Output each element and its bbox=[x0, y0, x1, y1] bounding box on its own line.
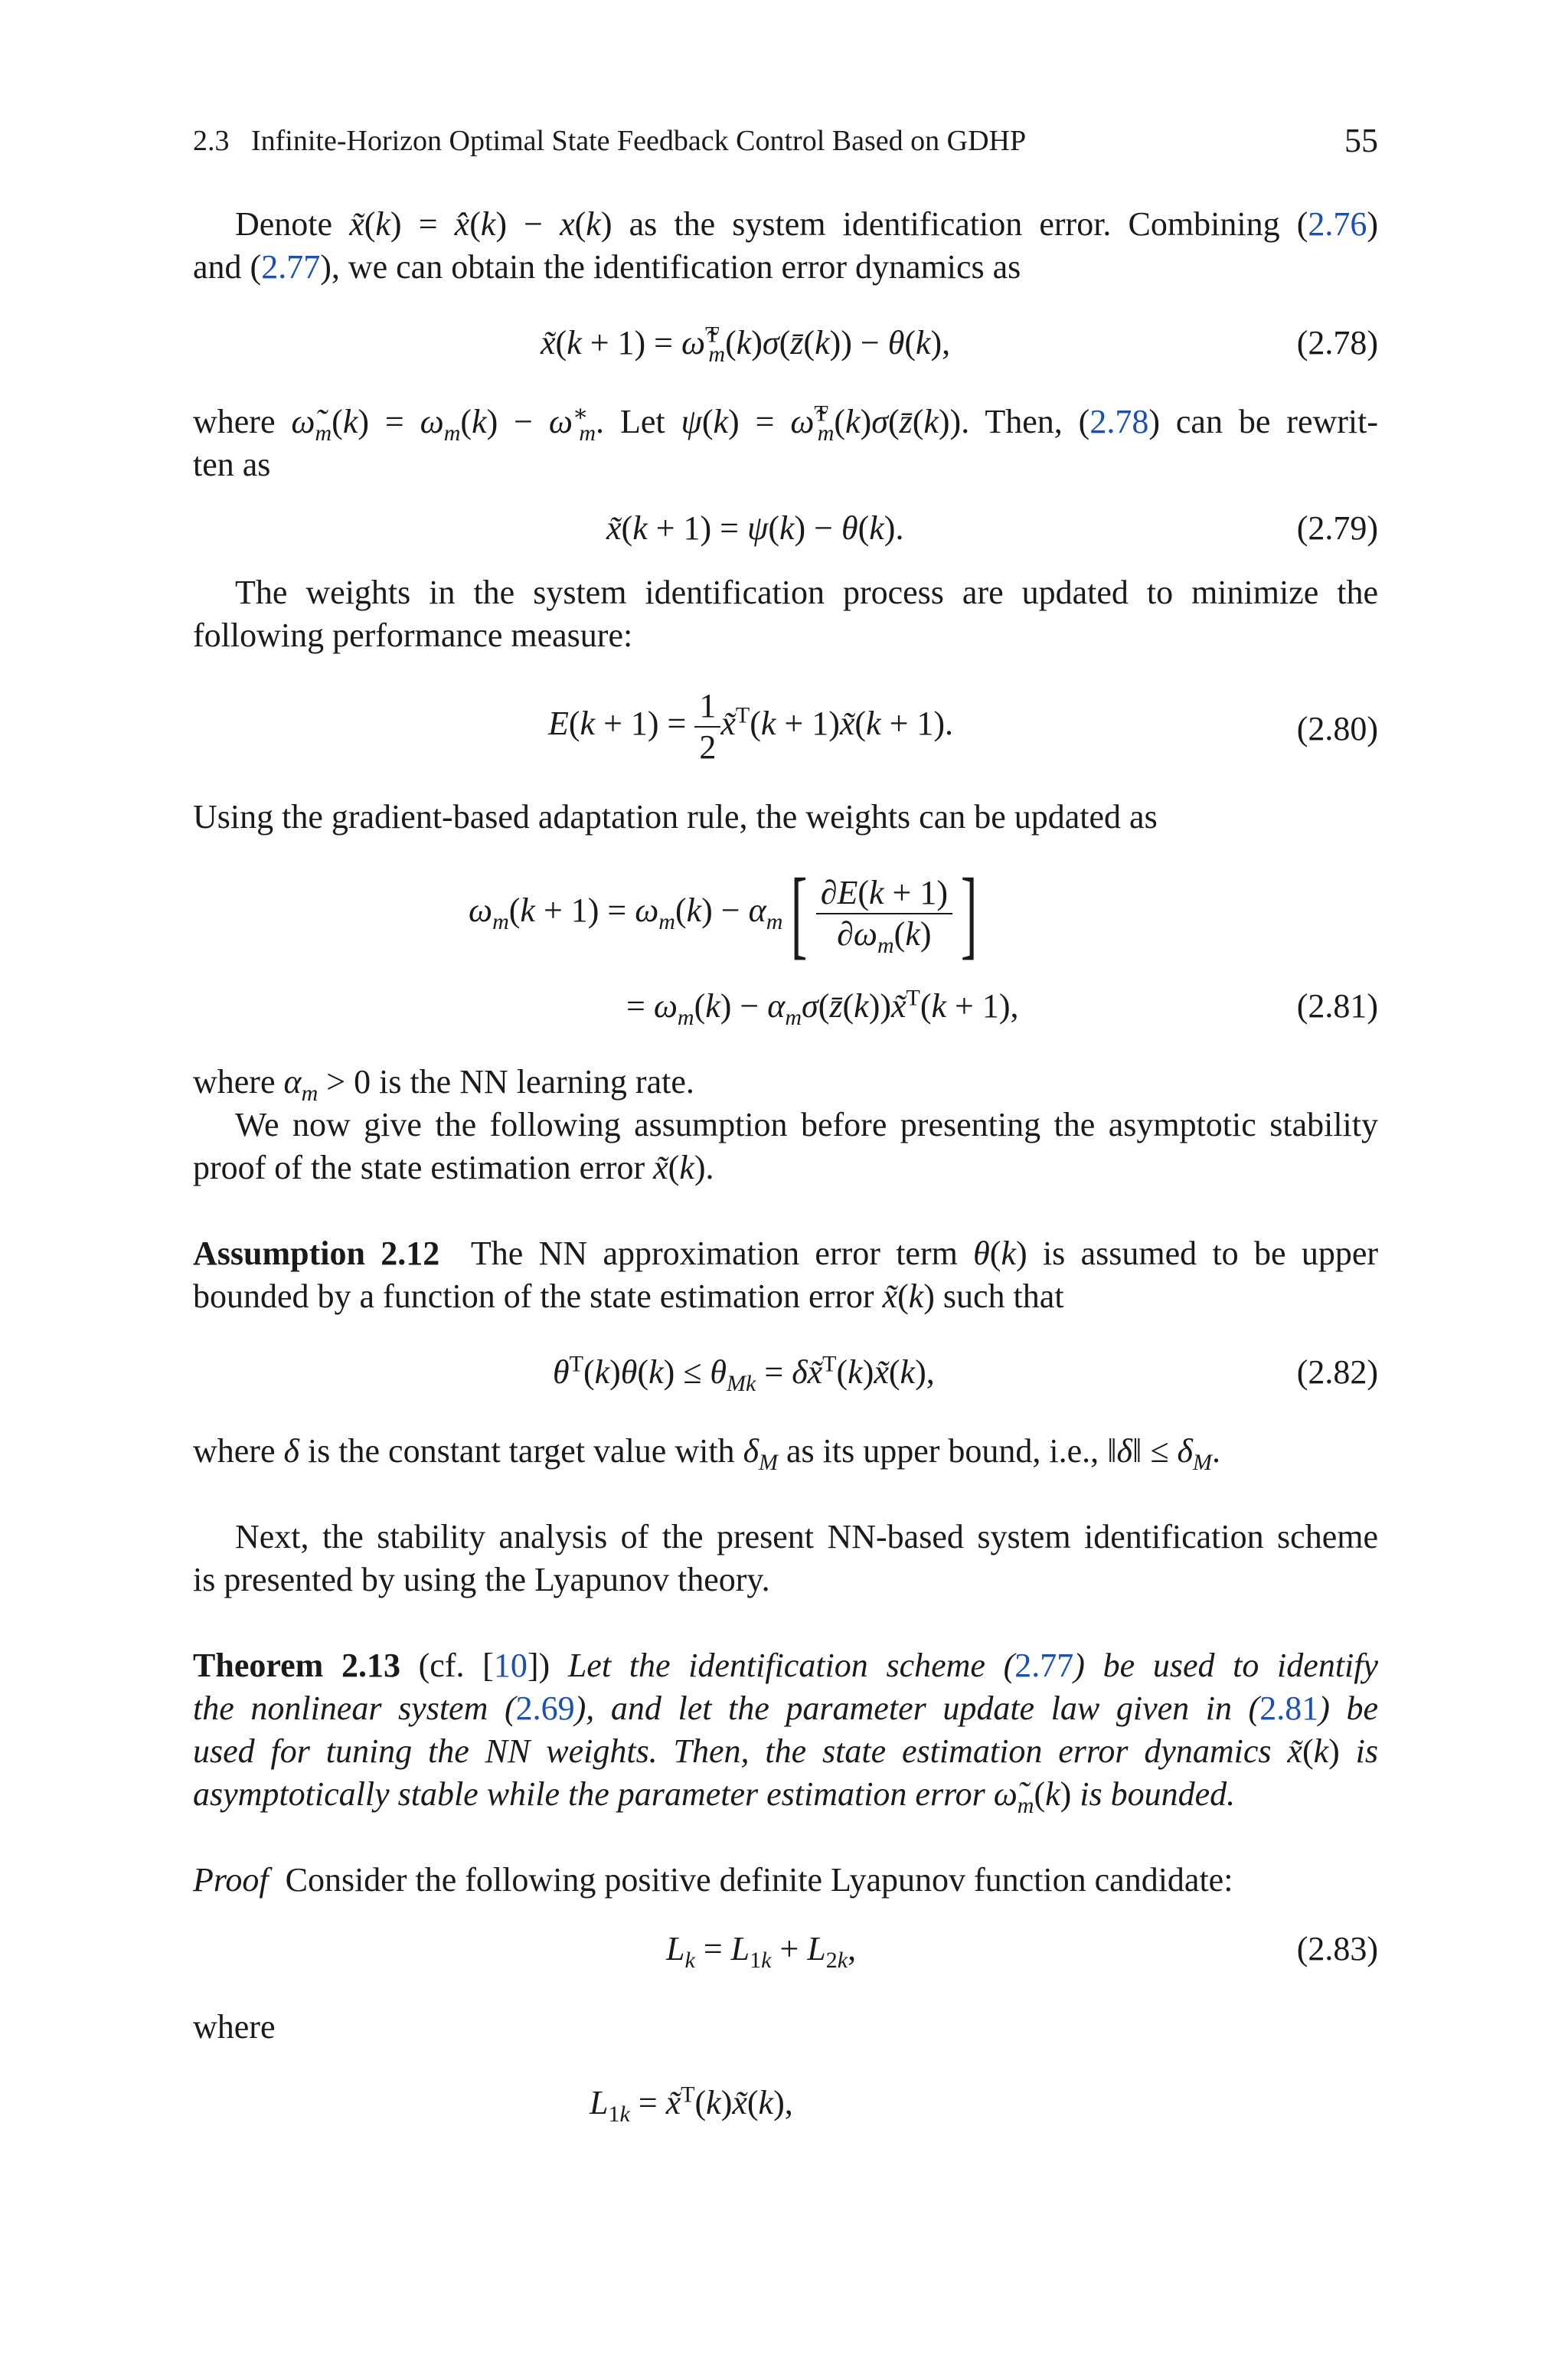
equation-ref-link[interactable]: 2.76 bbox=[1308, 205, 1367, 243]
equation-2-81-line1: $\omega_m(k + 1) = \omega_m(k) - \alpha_m$[ $\frac{\partial E(k + 1)}{\partial\omega_m(k)}$ ] bbox=[469, 859, 978, 969]
text-line: where δ is the constant target value with $\delta_M$ as its upper bound, i.e., ‖δ‖ ≤ $\delta_M$. bbox=[193, 1432, 1220, 1475]
section-title: Infinite-Horizon Optimal State Feedback Control Based on GDHP bbox=[251, 125, 1027, 157]
text-line: proof of the state estimation error x̃(k). bbox=[193, 1149, 714, 1186]
text-line: Next, the stability analysis of the present NN-based system identification scheme bbox=[235, 1518, 1378, 1555]
text-line: Using the gradient-based adaptation rule, the weights can be updated as bbox=[193, 798, 1158, 836]
text-line: where $\alpha_m > 0$ is the NN learning rate. bbox=[193, 1063, 694, 1106]
text-line: where $\omegã_m(k) = \omega_m(k) - \omega^∗_m$. Let ψ(k) = ω̃$^T_m$(k)σ(z̄(k)). Then, (2.78) can be rewrit- bbox=[193, 401, 1379, 446]
text-line: bounded by a function of the state estimation error x̃(k) such that bbox=[193, 1277, 1064, 1315]
equation-ref-link[interactable]: 2.77 bbox=[261, 248, 321, 286]
equation-2-81-line2: = $\omega_m(k)$ − $\alpha_m\sigma(z̄(k))x̃^T(k + 1)$, bbox=[626, 985, 1019, 1030]
equation-ref-link[interactable]: 2.77 bbox=[1014, 1647, 1074, 1684]
equation-number: (2.82) bbox=[1296, 1353, 1378, 1391]
section-number: 2.3 bbox=[193, 125, 230, 157]
text-line: asymptotically stable while the parameter estimation error $\omegã_m(k)$ is bounded. bbox=[193, 1775, 1236, 1818]
proof-label: Proof bbox=[193, 1861, 269, 1899]
text-line: where bbox=[193, 2008, 276, 2046]
equation-2-78: x̃(k + 1) = ω̃$^T_m$(k)σ(z̄(k)) − θ(k), bbox=[541, 322, 951, 367]
equation-number: (2.79) bbox=[1296, 509, 1378, 547]
running-header bbox=[193, 119, 1378, 162]
theorem-block: Theorem 2.13 (cf. [10]) Let the identification scheme (2.77) be used to identify bbox=[193, 1647, 1379, 1684]
equation-number: (2.81) bbox=[1296, 987, 1378, 1025]
proof-line: Proof Consider the following positive definite Lyapunov function candidate: bbox=[193, 1861, 1233, 1899]
equation-number: (2.80) bbox=[1296, 710, 1378, 747]
text-line: used for tuning the NN weights. Then, the state estimation error dynamics x̃(k) is bbox=[193, 1732, 1379, 1770]
text-line: ten as bbox=[193, 446, 271, 483]
text-line: the nonlinear system (2.69), and let the parameter update law given in (2.81) be bbox=[193, 1689, 1379, 1727]
assumption-label: Assumption 2.12 bbox=[193, 1235, 440, 1272]
text-line: Denote x̃(k) = x̂(k) − x(k) as the system identification error. Combining (2.76) bbox=[235, 205, 1379, 243]
equation-number: (2.83) bbox=[1296, 1930, 1378, 1967]
page-number: 55 bbox=[1344, 122, 1378, 159]
text-line: The weights in the system identification process are updated to minimize the bbox=[235, 574, 1378, 611]
equation-2-80: E(k + 1) = $\frac{1}{2}$ x̃$^T$(k + 1)x̃(k + 1). bbox=[548, 687, 954, 766]
equation-2-83: $L_k = L_{1k} + L_{2k}$, bbox=[666, 1930, 857, 1973]
equation-number: (2.78) bbox=[1296, 324, 1378, 361]
equation-2-79: x̃(k + 1) = ψ(k) − θ(k). bbox=[606, 509, 904, 547]
equation-L1k: $L_{1k}$ = x̃$^T$(k)x̃(k), bbox=[590, 2082, 793, 2127]
text-line: following performance measure: bbox=[193, 617, 633, 654]
text-line: We now give the following assumption before presenting the asymptotic stability bbox=[235, 1106, 1378, 1143]
equation-ref-link[interactable]: 2.69 bbox=[515, 1689, 575, 1727]
citation-link[interactable]: 10 bbox=[493, 1647, 528, 1684]
equation-2-82: $\theta^T(k)\theta(k) \le \theta_{Mk}$ = δx̃$^T$(k)x̃(k), bbox=[553, 1351, 935, 1396]
theorem-label: Theorem 2.13 bbox=[193, 1647, 400, 1684]
equation-ref-link[interactable]: 2.78 bbox=[1089, 403, 1149, 440]
text-line: is presented by using the Lyapunov theory. bbox=[193, 1561, 770, 1598]
equation-ref-link[interactable]: 2.81 bbox=[1259, 1689, 1319, 1727]
text-line: and (2.77), we can obtain the identification error dynamics as bbox=[193, 248, 1021, 286]
assumption-block: Assumption 2.12 The NN approximation error term θ(k) is assumed to be upper bbox=[193, 1235, 1378, 1272]
